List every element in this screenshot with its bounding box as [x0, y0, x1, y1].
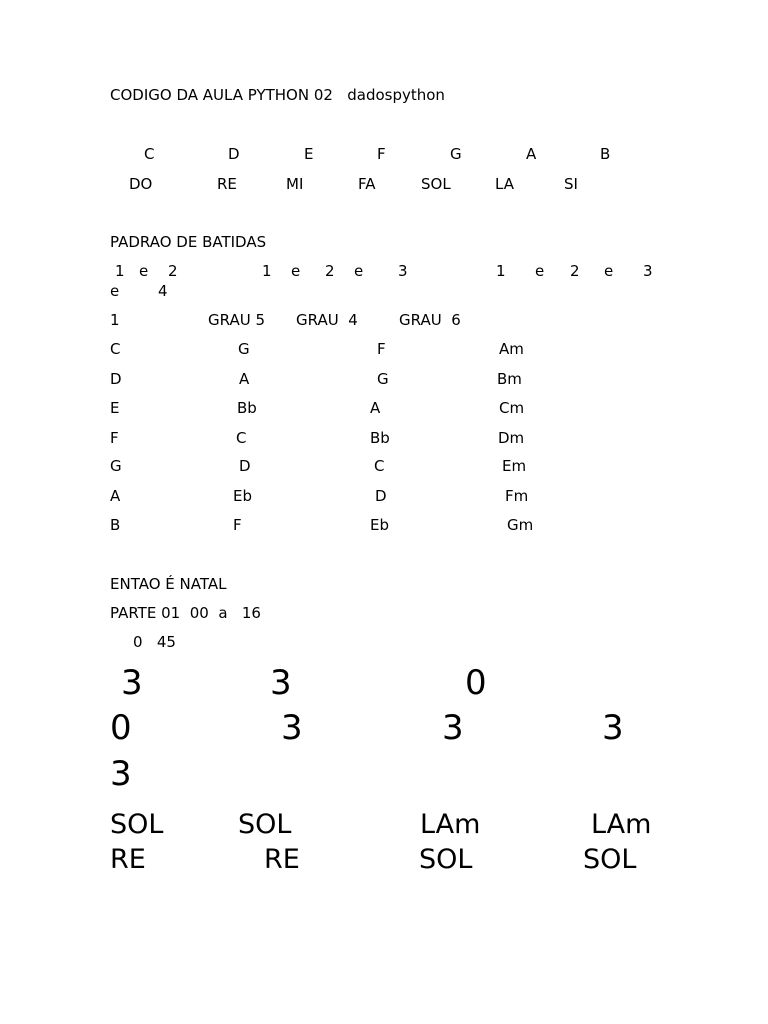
note-letter: C — [144, 145, 155, 163]
song-title: ENTAO É NATAL — [110, 575, 227, 593]
degree-cell: Fm — [505, 487, 529, 505]
degree-cell: G — [377, 370, 389, 388]
degree-header-cell: 1 — [110, 311, 120, 329]
big-number: 0 — [465, 663, 487, 703]
degree-cell: Bb — [370, 429, 390, 447]
chord: SOL — [419, 844, 473, 875]
degree-cell: F — [377, 340, 386, 358]
beat-count: 1 — [115, 262, 125, 280]
beat-count: 1 — [496, 262, 506, 280]
note-name: MI — [286, 175, 304, 193]
note-letter: A — [526, 145, 537, 163]
big-number: 3 — [110, 754, 132, 794]
degree-cell: D — [110, 370, 122, 388]
chord: RE — [110, 844, 146, 875]
chord: RE — [264, 844, 300, 875]
big-number: 3 — [602, 708, 624, 748]
degree-cell: Dm — [498, 429, 525, 447]
note-letter: B — [600, 145, 611, 163]
chord: LAm — [591, 809, 652, 840]
note-name: SOL — [421, 175, 451, 193]
degree-cell: Eb — [233, 487, 252, 505]
degree-cell: C — [236, 429, 247, 447]
big-number: 3 — [270, 663, 292, 703]
beat-count: e — [535, 262, 545, 280]
degree-cell: G — [110, 457, 122, 475]
degree-cell: C — [374, 457, 385, 475]
beat-count: e — [604, 262, 614, 280]
note-name: SI — [564, 175, 578, 193]
note-name: RE — [217, 175, 237, 193]
big-number: 0 — [110, 708, 132, 748]
part-line: PARTE 01 00 a 16 — [110, 604, 261, 622]
beat-count: 4 — [158, 282, 168, 300]
degree-cell: F — [233, 516, 242, 534]
degree-cell: F — [110, 429, 119, 447]
note-name: LA — [495, 175, 514, 193]
big-number: 3 — [121, 663, 143, 703]
degree-cell: Em — [502, 457, 527, 475]
note-name: DO — [129, 175, 153, 193]
note-letter: G — [450, 145, 462, 163]
degree-header-cell: GRAU 4 — [296, 311, 358, 329]
beat-count: 2 — [325, 262, 335, 280]
degree-header-cell: GRAU 5 — [208, 311, 265, 329]
degree-cell: B — [110, 516, 121, 534]
time-line: 0 45 — [133, 633, 176, 651]
degree-cell: Gm — [507, 516, 534, 534]
document-title: CODIGO DA AULA PYTHON 02 dadospython — [110, 86, 445, 104]
note-letter: E — [304, 145, 314, 163]
degree-cell: A — [370, 399, 381, 417]
degree-cell: D — [375, 487, 387, 505]
degree-cell: Cm — [499, 399, 525, 417]
beat-count: e — [291, 262, 301, 280]
degree-cell: Bb — [237, 399, 257, 417]
degree-cell: Am — [499, 340, 524, 358]
big-number: 3 — [281, 708, 303, 748]
beat-count: 1 — [262, 262, 272, 280]
degree-cell: Bm — [497, 370, 522, 388]
note-letter: F — [377, 145, 386, 163]
beat-count: 3 — [643, 262, 653, 280]
note-letter: D — [228, 145, 240, 163]
degree-cell: A — [239, 370, 250, 388]
degree-cell: E — [110, 399, 120, 417]
beat-count: e — [110, 282, 120, 300]
big-number: 3 — [442, 708, 464, 748]
degree-header-cell: GRAU 6 — [399, 311, 461, 329]
chord: SOL — [238, 809, 292, 840]
degree-cell: C — [110, 340, 121, 358]
beat-count: 2 — [168, 262, 178, 280]
chord: SOL — [110, 809, 164, 840]
chord: SOL — [583, 844, 637, 875]
chord: LAm — [420, 809, 481, 840]
beat-count: e — [354, 262, 364, 280]
beat-count: 2 — [570, 262, 580, 280]
beat-count: 3 — [398, 262, 408, 280]
degree-cell: A — [110, 487, 121, 505]
degree-cell: Eb — [370, 516, 389, 534]
degree-cell: G — [238, 340, 250, 358]
note-name: FA — [358, 175, 376, 193]
beats-heading: PADRAO DE BATIDAS — [110, 233, 267, 251]
degree-cell: D — [239, 457, 251, 475]
beat-count: e — [139, 262, 149, 280]
